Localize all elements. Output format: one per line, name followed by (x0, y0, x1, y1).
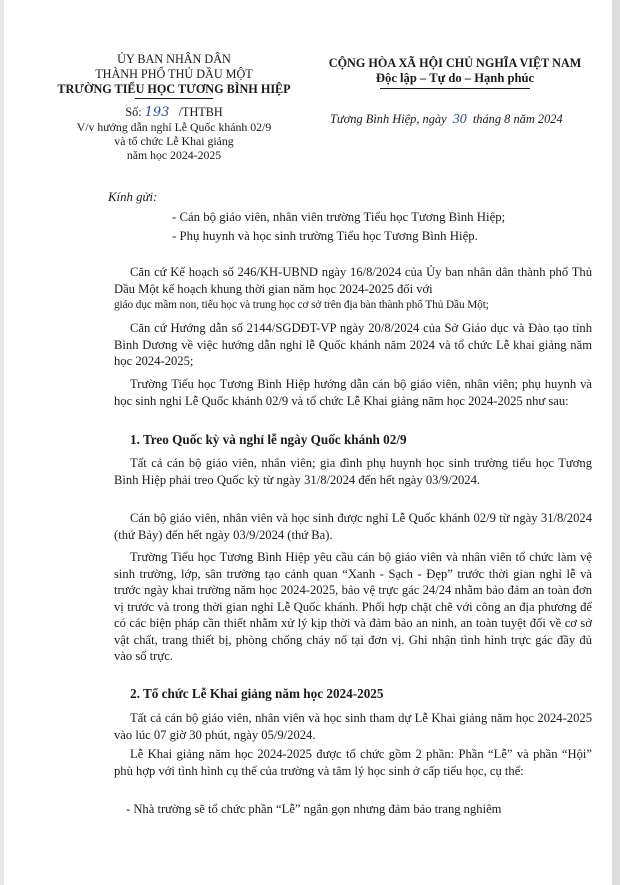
bullet-ceremony-part: - Nhà trường sẽ tổ chức phần “Lễ” ngắn gọn nhưng đảm bảo trang nghiêm (126, 802, 502, 816)
national-title: CỘNG HÒA XÃ HỘI CHỦ NGHĨA VIỆT NAM (328, 56, 582, 70)
authority-line-1: ỦY BAN NHÂN DÂN (117, 52, 231, 66)
subject-line-3: năm học 2024-2025 (126, 148, 222, 162)
paragraph-opening-ceremony (114, 710, 592, 743)
issue-date-suffix: tháng 8 năm 2024 (472, 112, 563, 126)
paragraph-legal-basis-2-text: Căn cứ Hướng dẫn số 2144/SGDĐT-VP ngày 20/8/2024 của Sở Giáo dục và Đào tạo tỉnh Bình Dương về việc hướng dẫn nghỉ lễ Quốc khánh năm 2024 và tổ chức Lễ khai giảng năm học 2024-2025; (114, 321, 592, 368)
paragraph-legal-basis-1 (114, 264, 592, 314)
paragraph-holiday (114, 510, 592, 543)
subject-line-2: và tổ chức Lễ Khai giảng (114, 134, 234, 148)
paragraph-guidance-intro (114, 376, 592, 409)
paragraph-holiday-text: Cán bộ giáo viên, nhân viên và học sinh được nghỉ Lễ Quốc khánh 02/9 từ ngày 31/8/2024 (thứ Bảy) đến hết ngày 03/9/2024 (thứ Ba). (114, 511, 592, 542)
authority-line-2: THÀNH PHỐ THỦ DẦU MỘT (95, 67, 253, 81)
paragraph-opening-ceremony-text: Tất cả cán bộ giáo viên, nhân viên và học sinh tham dự Lễ Khai giảng năm học 2024-2025 vào lúc 07 giờ 30 phút, ngày 05/9/2024. (114, 711, 592, 742)
document-number (56, 105, 292, 120)
school-underline (135, 98, 213, 99)
paragraph-guidance-intro-text: Trường Tiểu học Tương Bình Hiệp hướng dẫn cán bộ giáo viên, nhân viên; phụ huynh và học sinh nghỉ Lễ Quốc khánh 02/9 và tổ chức Lễ Khai giảng năm học 2024-2025 như sau: (114, 377, 592, 408)
paragraph-legal-basis-1-main: Căn cứ Kế hoạch số 246/KH-UBND ngày 16/8/2024 của Ủy ban nhân dân thành phố Thủ Dầu Một kế hoạch khung thời gian năm học 2024-2025 đối với (114, 265, 592, 296)
paragraph-flag (114, 455, 592, 488)
paragraph-ceremony-parts (114, 746, 592, 779)
issue-date (330, 112, 600, 128)
document-number-handwritten: 193 (144, 105, 170, 120)
subject-line-1: V/v hướng dẫn nghỉ Lễ Quốc khánh 02/9 (76, 120, 272, 134)
addressee-label: Kính gửi: (108, 190, 158, 204)
issuing-authority-block (56, 52, 292, 162)
paragraph-legal-basis-1-tail: giáo dục mầm non, tiểu học và trung học cơ sở trên địa bàn thành phố Thủ Dầu Một; (114, 299, 489, 311)
issue-date-prefix: Tương Bình Hiệp, ngày (330, 112, 447, 126)
paragraph-cleaning-security-text: Trường Tiểu học Tương Bình Hiệp yêu cầu cán bộ giáo viên và nhân viên tổ chức làm vệ sinh trường, lớp, sân trường tạo cảnh quan “Xanh - Sạch - Đẹp” trước thời gian nghỉ lễ và trước ngày khai trường năm học 2024-2025, bảo vệ trực gác 24/24 nhằm bảo đảm an toàn đơn vị trước và trong thời gian nghỉ Lễ Quốc khánh. Phối hợp chặt chẽ với công an địa phương để có các biện pháp cần thiết nhằm xử lý kịp thời và đảm bảo an ninh, an toàn tuyệt đối về cơ sở vật chất, trang thiết bị, phòng chống cháy nổ tại đơn vị. Ghi nhận tình hình trực gác đầy đủ vào sổ trực. (114, 550, 592, 663)
section-heading-1: 1. Treo Quốc kỳ và nghỉ lễ ngày Quốc khánh 02/9 (130, 432, 407, 447)
national-title-block (318, 56, 592, 89)
recipient-parents: - Phụ huynh và học sinh trường Tiểu học Tương Bình Hiệp. (172, 229, 478, 243)
issue-date-day: 30 (452, 112, 467, 127)
paragraph-cleaning-security (114, 549, 592, 665)
motto-underline (380, 88, 530, 89)
national-motto: Độc lập – Tự do – Hạnh phúc (375, 71, 535, 85)
paragraph-flag-text: Tất cả cán bộ giáo viên, nhân viên; gia đình phụ huynh học sinh trường tiểu học Tương Bình Hiệp phải treo Quốc kỳ từ ngày 31/8/2024 đến hết ngày 03/9/2024. (114, 456, 592, 487)
paragraph-ceremony-parts-text: Lễ Khai giảng năm học 2024-2025 được tổ chức gồm 2 phần: Phần “Lễ” và phần “Hội” phù hợp với tình hình cụ thể của trường và tâm lý học sinh ở cấp tiểu học, cụ thể: (114, 747, 592, 778)
section-heading-2: 2. Tổ chức Lễ Khai giảng năm học 2024-2025 (130, 686, 384, 701)
document-number-label: Số: (125, 105, 142, 119)
scan-edge (612, 0, 620, 885)
document-page (4, 0, 612, 885)
paragraph-legal-basis-2 (114, 320, 592, 370)
school-name: TRƯỜNG TIỂU HỌC TƯƠNG BÌNH HIỆP (57, 82, 291, 96)
recipient-staff: - Cán bộ giáo viên, nhân viên trường Tiểu học Tương Bình Hiệp; (172, 210, 506, 224)
document-number-suffix: /THTBH (178, 105, 223, 119)
